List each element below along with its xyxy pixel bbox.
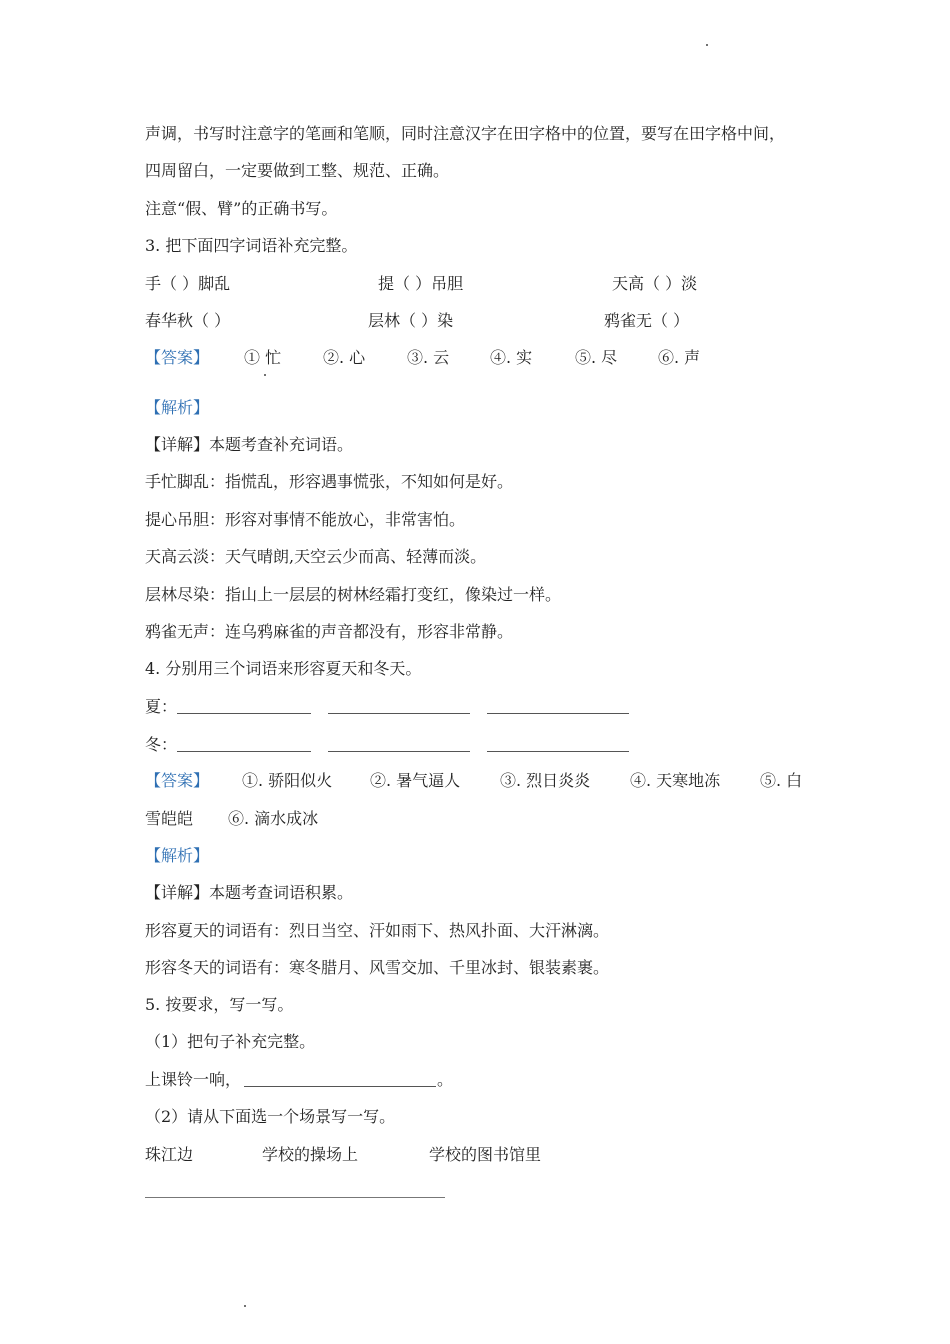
winter-label: 冬： [145,735,178,754]
answer-blank[interactable] [328,737,470,752]
intro-line-1: 声调，书写时注意字的笔画和笔顺，同时注意汉字在田字格中的位置，要写在田字格中间， [145,124,786,143]
idiom-note: 手忙脚乱：指慌乱，形容遇事慌张，不知如何是好。 [145,472,514,491]
answer-item: ①. 骄阳似火 [242,771,333,790]
detail-heading: 【详解】本题考查补充词语。 [145,435,354,454]
detail-heading: 【详解】本题考查词语积累。 [145,883,354,902]
q4-title: 4. 分别用三个词语来形容夏天和冬天。 [145,659,422,678]
idiom-note: 天高云淡：天气晴朗,天空云少而高、轻薄而淡。 [145,547,487,566]
answer-item: ⑤. 尽 [575,348,618,367]
answer-item: ④. 天寒地冻 [630,771,721,790]
answer-item: ④. 实 [490,348,533,367]
answer-tag: 【答案】 [145,348,210,367]
sentence-start: 上课铃一响， [145,1070,242,1089]
season-note: 形容冬天的词语有：寒冬腊月、风雪交加、千里冰封、银装素裹。 [145,958,610,977]
analysis-tag: 【解析】 [145,846,210,865]
summer-label: 夏： [145,697,178,716]
scan-speck [244,1305,246,1307]
idiom-note: 鸦雀无声：连乌鸦麻雀的声音都没有，形容非常静。 [145,622,514,641]
sentence-blank[interactable] [244,1072,436,1087]
analysis-tag: 【解析】 [145,398,210,417]
q5-part-1: （1）把句子补充完整。 [145,1032,316,1051]
answer-item: ⑤. 白 [760,771,803,790]
idiom-blank-3: 天高（ ）淡 [612,274,698,293]
idiom-blank-2: 提（ ）吊胆 [378,274,464,293]
scene-option: 珠江边 [145,1145,194,1164]
idiom-blank-4: 春华秋（ ） [145,311,231,330]
scene-option: 学校的图书馆里 [429,1145,542,1164]
answer-item: 雪皑皑 [145,809,194,828]
q3-title: 3. 把下面四字词语补充完整。 [145,236,358,255]
writing-line[interactable] [145,1197,445,1198]
answer-item: ③. 烈日炎炎 [500,771,591,790]
q5-part-2: （2）请从下面选一个场景写一写。 [145,1107,396,1126]
answer-blank[interactable] [328,699,470,714]
answer-item: ① 忙 [244,348,282,367]
answer-item: ③. 云 [407,348,450,367]
season-note: 形容夏天的词语有：烈日当空、汗如雨下、热风扑面、大汗淋漓。 [145,921,610,940]
scan-speck [706,44,708,46]
answer-item: ②. 暑气逼人 [370,771,461,790]
idiom-note: 层林尽染：指山上一层层的树林经霜打变红，像染过一样。 [145,585,562,604]
intro-line-3: 注意“假、臂”的正确书写。 [145,199,338,218]
answer-blank[interactable] [487,699,629,714]
answer-blank[interactable] [487,737,629,752]
answer-item: ⑥. 滴水成冰 [228,809,319,828]
answer-item: ②. 心 [323,348,366,367]
idiom-blank-5: 层林（ ）染 [368,311,454,330]
answer-tag: 【答案】 [145,771,210,790]
intro-line-2: 四周留白，一定要做到工整、规范、正确。 [145,161,450,180]
idiom-note: 提心吊胆：形容对事情不能放心，非常害怕。 [145,510,466,529]
scene-option: 学校的操场上 [262,1145,359,1164]
idiom-blank-6: 鸦雀无（ ） [604,311,690,330]
sentence-end: 。 [437,1070,454,1089]
answer-blank[interactable] [177,699,311,714]
answer-blank[interactable] [177,737,311,752]
answer-item: ⑥. 声 [658,348,701,367]
idiom-blank-1: 手（ ）脚乱 [145,274,231,293]
q5-title: 5. 按要求，写一写。 [145,995,294,1014]
scan-speck [264,374,266,376]
